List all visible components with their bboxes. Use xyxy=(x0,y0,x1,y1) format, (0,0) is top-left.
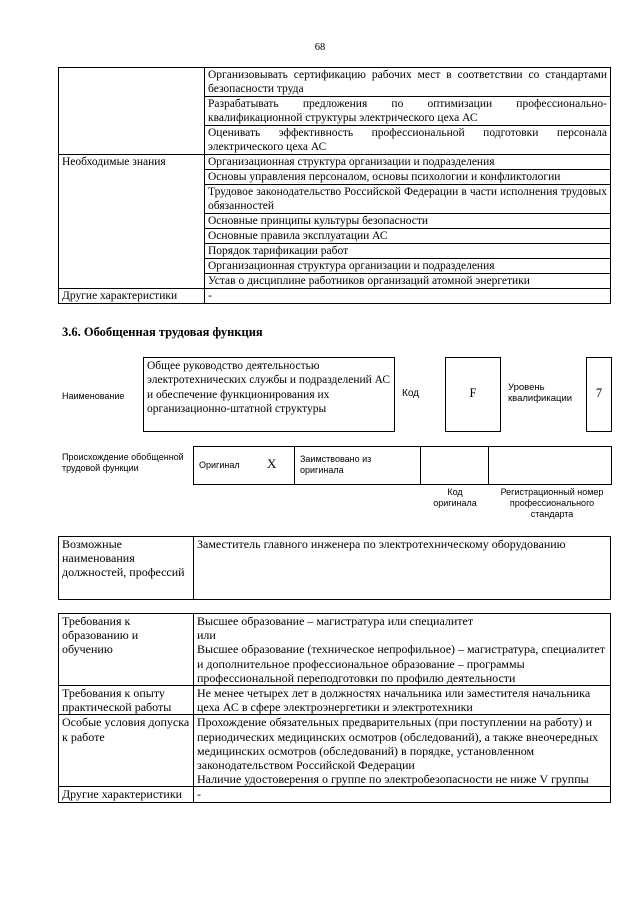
row-label: Требования к образованию и обучению xyxy=(59,614,194,686)
level-label: Уровень квалификации xyxy=(508,382,573,404)
list-item: Организовывать сертификацию рабочих мест в соответствии со стандартами безопасности труда xyxy=(205,68,611,97)
divider xyxy=(488,446,489,485)
text-line: или xyxy=(197,628,216,643)
table-row xyxy=(59,68,611,97)
list-item: Трудовое законодательство Российской Федерации в части исполнения трудовых обязанностей xyxy=(205,185,611,214)
text-line: Высшее образование – магистратура или специалитет xyxy=(197,614,474,628)
origin-label: Происхождение обобщенной трудовой функции xyxy=(62,452,184,473)
list-item: Устав о дисциплине работников организаций атомной энергетики xyxy=(205,274,611,289)
name-label: Наименование xyxy=(62,391,125,401)
list-item: Основные правила эксплуатации АС xyxy=(205,229,611,244)
list-item: Оценивать эффективность профессиональной подготовки персонала электрического цеха АС xyxy=(205,126,611,155)
list-item: Организационная структура организации и подразделения xyxy=(205,155,611,170)
table-row xyxy=(59,537,611,600)
code-caption: Код оригинала xyxy=(433,487,477,508)
text-line: Наличие удостоверения о группе по электробезопасности не ниже V группы xyxy=(197,772,589,787)
table-row xyxy=(59,715,611,787)
row-value: Заместитель главного инженера по электротехническому оборудованию xyxy=(194,537,611,600)
reg-caption: Регистрационный номер профессионального стандарта xyxy=(500,487,604,519)
list-item: Организационная структура организации и подразделения xyxy=(205,259,611,274)
original-mark: X xyxy=(267,456,277,471)
list-item: Основы управления персоналом, основы психологии и конфликтологии xyxy=(205,170,611,185)
text-line: Прохождение обязательных предварительных (при поступлении на работу) и периодических медицинских осмотров (обследований), а также внеочередных медицинских осмотров (обследований) в порядке, установленном законодательством Российской Федерации xyxy=(197,715,599,773)
code-label: Код xyxy=(402,388,420,399)
table-row xyxy=(59,614,611,686)
skills-knowledge-table xyxy=(58,67,611,304)
table-row xyxy=(59,787,611,802)
row-label: Необходимые знания xyxy=(59,155,205,289)
text-line: Высшее образование (техническое непрофильное) – магистратура, специалитет и дополнительное профессиональное образование – программы профессиональной переподготовки по профилю деятельности xyxy=(197,642,605,685)
original-label: Оригинал xyxy=(199,460,240,470)
text-line: Не менее четырех лет в должностях начальника или заместителя начальника цеха АС в сфере электроэнергетики и электротехники xyxy=(197,686,591,715)
positions-table xyxy=(58,536,611,600)
requirements-table xyxy=(58,613,611,803)
page-number: 68 xyxy=(314,42,326,53)
list-item: - xyxy=(205,289,611,304)
level-box: 7 xyxy=(586,357,612,432)
code-box: F xyxy=(445,357,501,432)
row-value xyxy=(194,715,611,787)
list-item: Порядок тарификации работ xyxy=(205,244,611,259)
divider xyxy=(420,446,421,485)
text-line: - xyxy=(197,787,201,802)
function-name-box: Общее руководство деятельностью электротехнических службы и подразделений АС и обеспечение функционирования их организационно-штатной структуры xyxy=(143,357,395,432)
row-label xyxy=(59,68,205,155)
borrowed-label: Заимствовано из оригинала xyxy=(300,454,372,475)
table-row xyxy=(59,155,611,170)
row-value xyxy=(194,787,611,802)
row-label: Особые условия допуска к работе xyxy=(59,715,194,787)
row-label: Другие характеристики xyxy=(59,787,194,802)
row-label: Другие характеристики xyxy=(59,289,205,304)
table-row xyxy=(59,289,611,304)
table-row xyxy=(59,686,611,715)
row-label: Возможные наименования должностей, профессий xyxy=(59,537,194,600)
list-item: Разрабатывать предложения по оптимизации профессионально-квалификационной структуры электрического цеха АС xyxy=(205,97,611,126)
row-label: Требования к опыту практической работы xyxy=(59,686,194,715)
row-value xyxy=(194,614,611,686)
divider xyxy=(294,446,295,485)
list-item: Основные принципы культуры безопасности xyxy=(205,214,611,229)
row-value xyxy=(194,686,611,715)
section-title: 3.6. Обобщенная трудовая функция xyxy=(62,325,263,339)
